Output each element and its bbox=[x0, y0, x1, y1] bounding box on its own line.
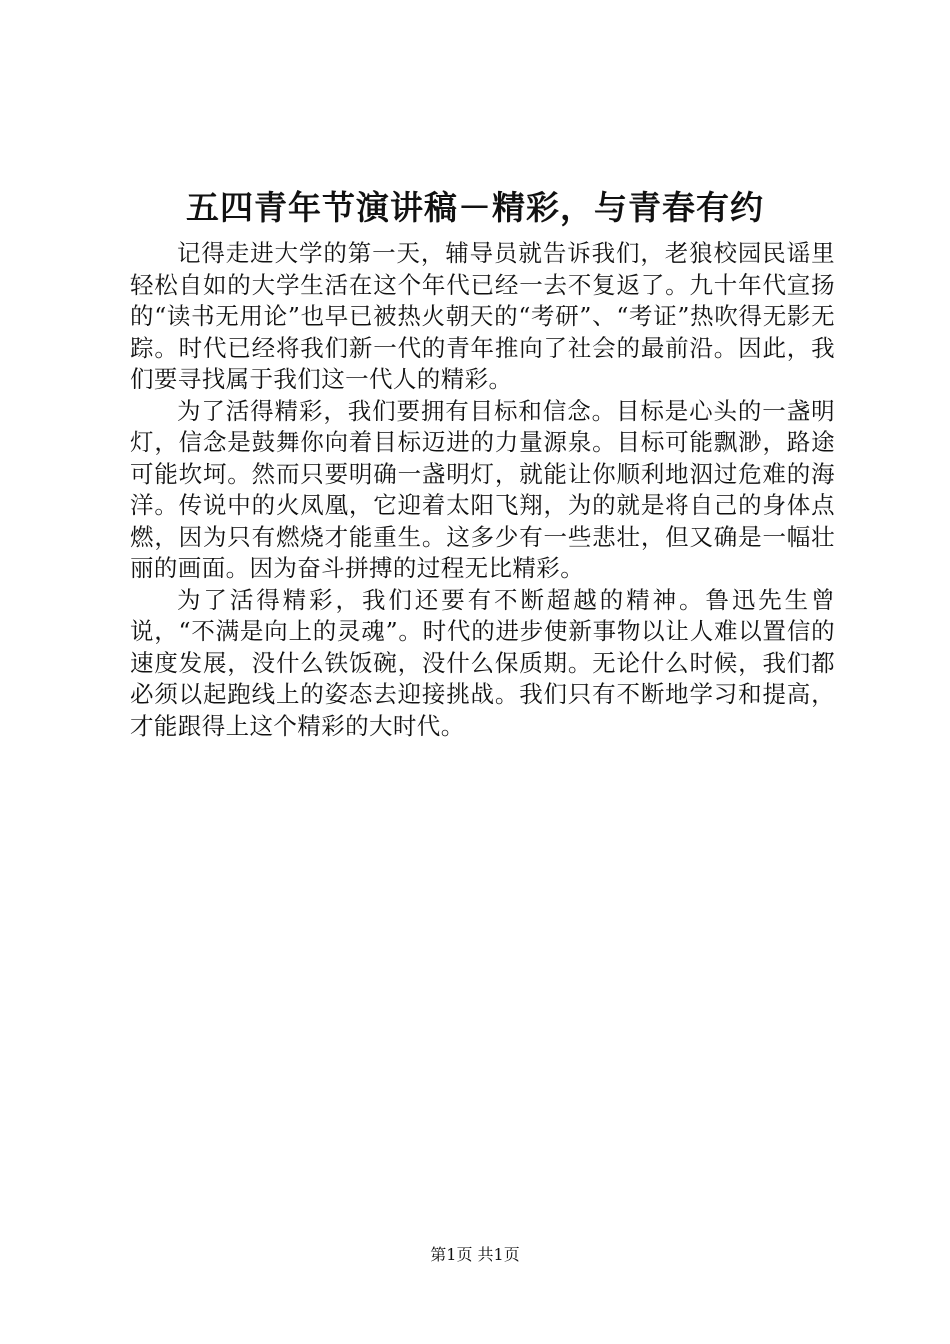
paragraph-2: 为了活得精彩，我们要拥有目标和信念。目标是心头的一盏明灯，信念是鼓舞你向着目标迈进的力量源泉。目标可能飘渺，路途可能坎坷。然而只要明确一盏明灯，就能让你顺利地泅过危难的海洋。传说中的火凤凰，它迎着太阳飞翔，为的就是将自己的身体点燃，因为只有燃烧才能重生。这多少有一些悲壮，但又确是一幅壮丽的画面。因为奋斗拼搏的过程无比精彩。 bbox=[130, 396, 835, 582]
page-footer: 第1页 共1页 bbox=[430, 1245, 520, 1264]
document-title: 五四青年节演讲稿－精彩，与青春有约 bbox=[186, 188, 764, 227]
document-body bbox=[130, 238, 835, 742]
paragraph-1: 记得走进大学的第一天，辅导员就告诉我们，老狼校园民谣里轻松自如的大学生活在这个年代已经一去不复返了。九十年代宣扬的“读书无用论”也早已被热火朝天的“考研”、“考证”热吹得无影无踪。时代已经将我们新一代的青年推向了社会的最前沿。因此，我们要寻找属于我们这一代人的精彩。 bbox=[130, 239, 835, 393]
paragraph-3: 为了活得精彩，我们还要有不断超越的精神。鲁迅先生曾说，“不满是向上的灵魂”。时代的进步使新事物以让人难以置信的速度发展，没什么铁饭碗，没什么保质期。无论什么时候，我们都必须以起跑线上的姿态去迎接挑战。我们只有不断地学习和提高，才能跟得上这个精彩的大时代。 bbox=[130, 585, 835, 740]
